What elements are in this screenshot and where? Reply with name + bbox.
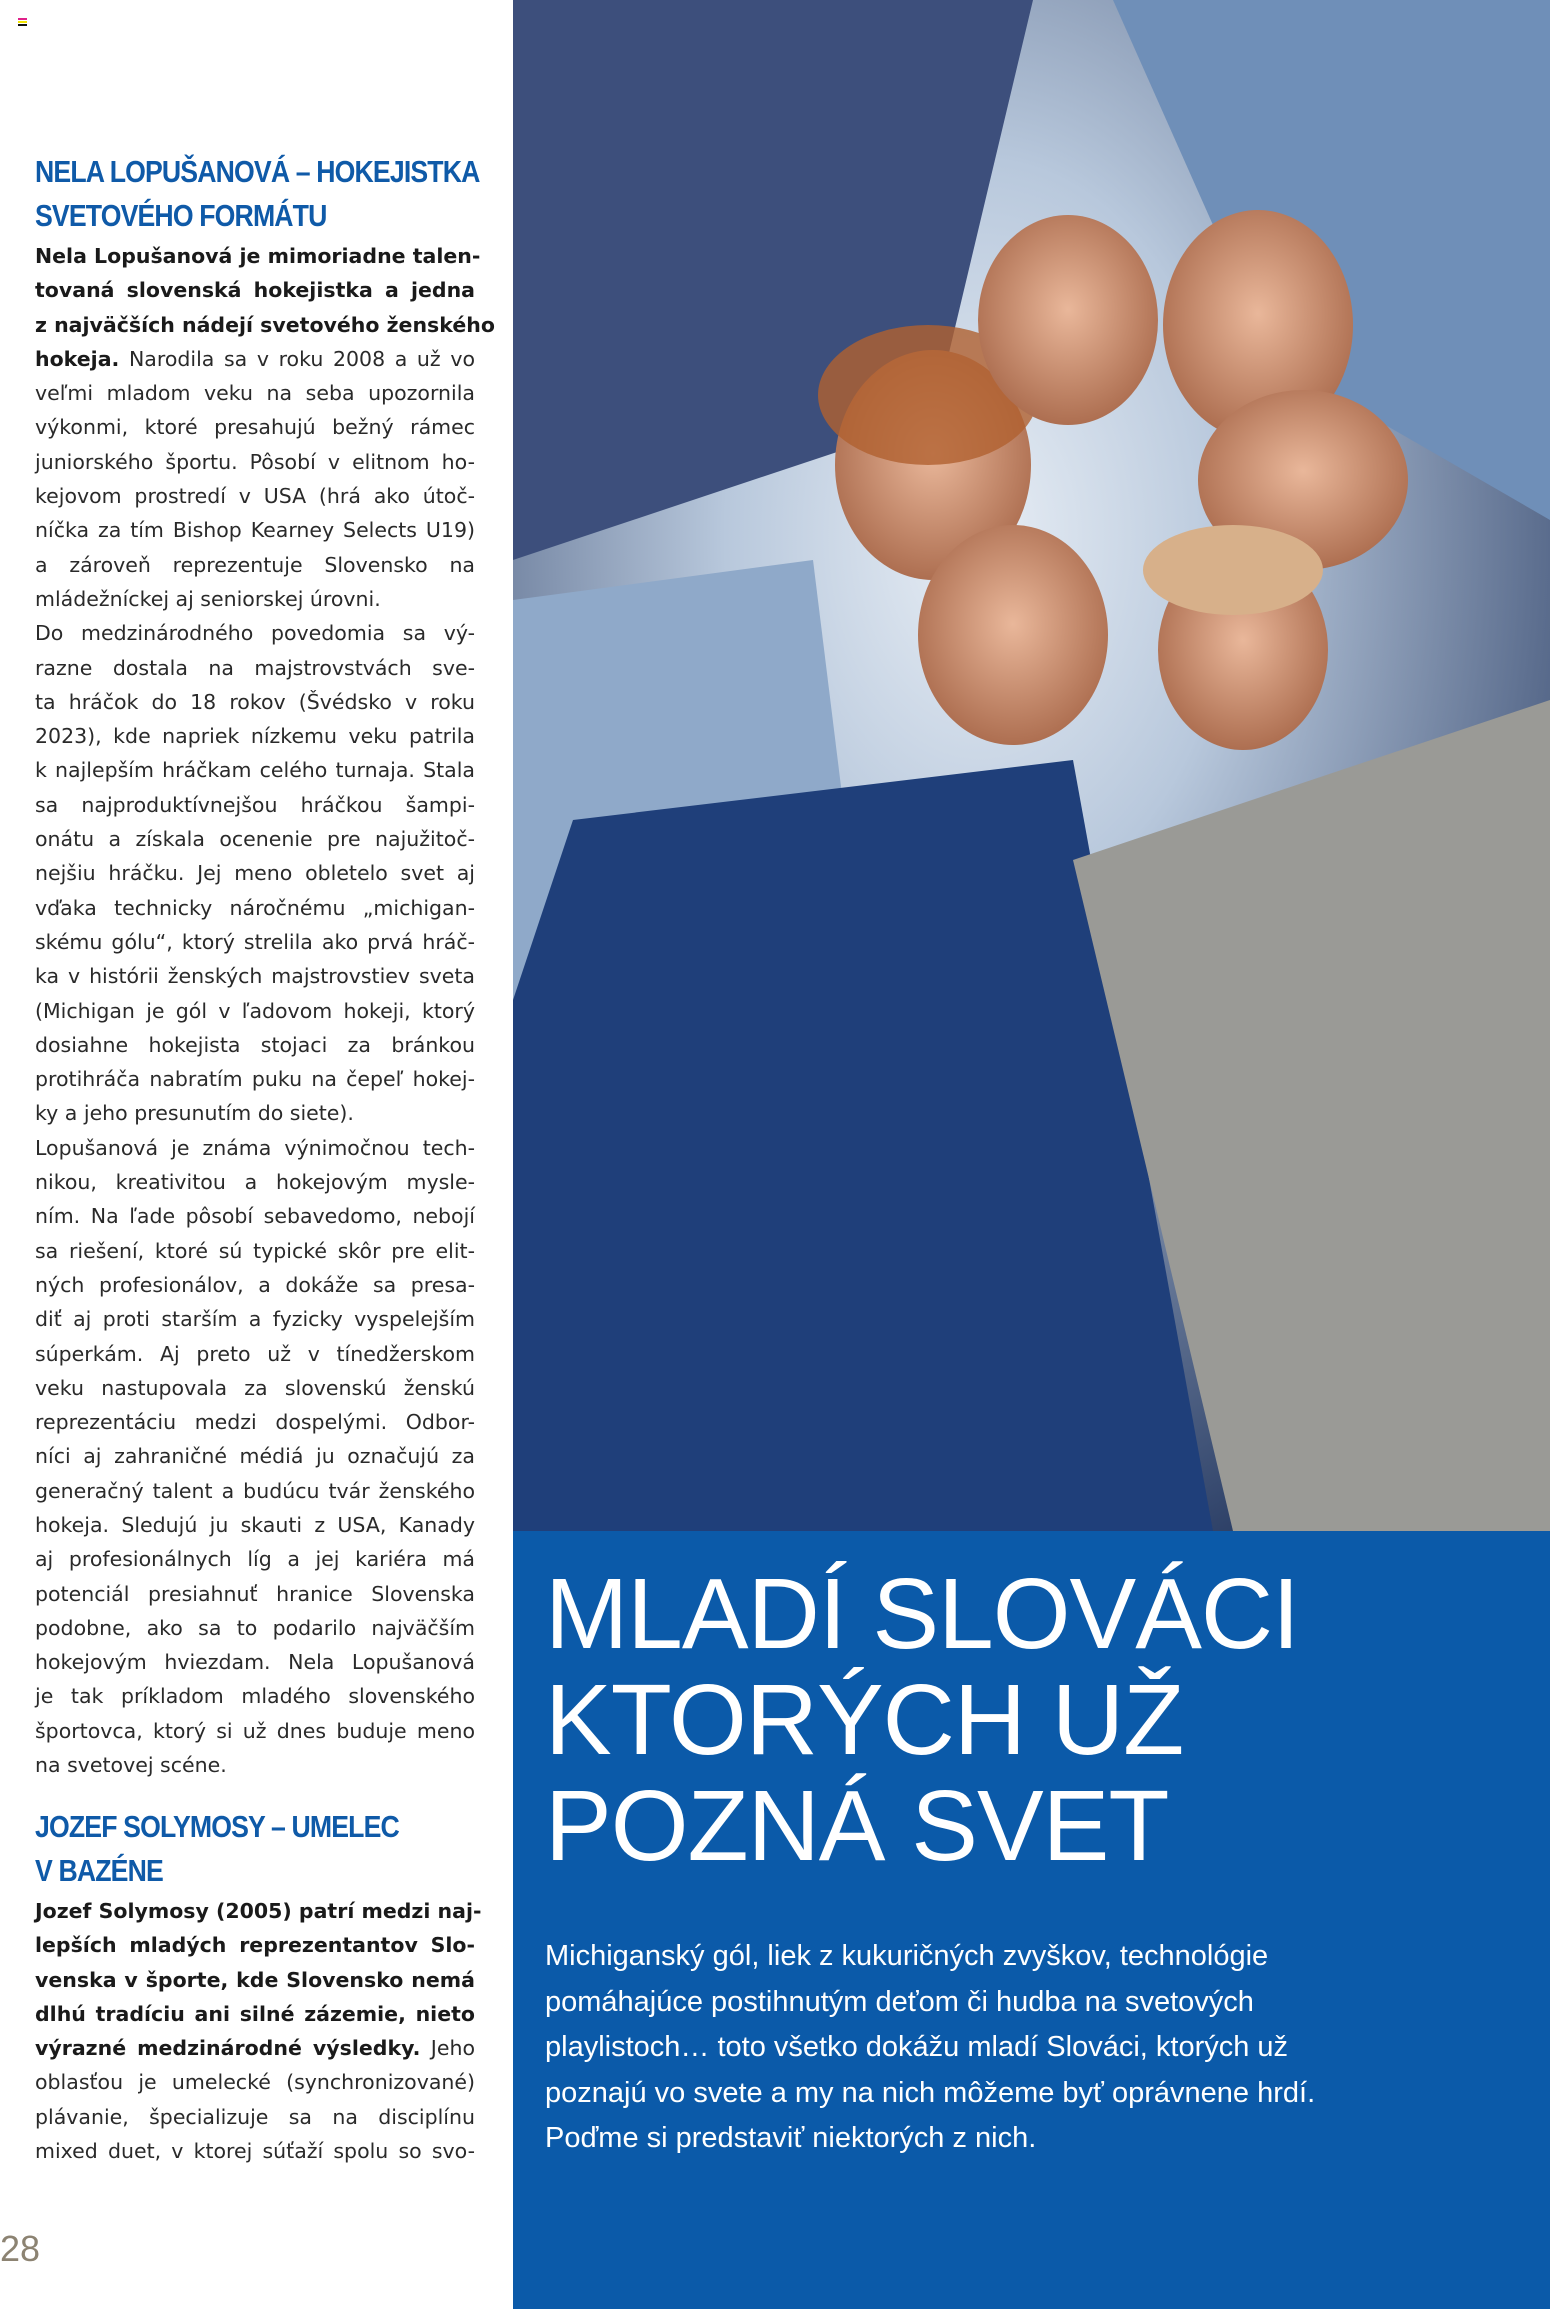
text-line — [35, 1268, 475, 1302]
text-line — [35, 1679, 475, 1713]
body-text: veľmi mladom veku na seba upozornila — [35, 381, 475, 406]
body-text: kejovom prostredí v USA (hrá ako útoč- — [35, 484, 475, 509]
text-line — [35, 925, 475, 959]
body-text: ky a jeho presunutím do siete). — [35, 1101, 354, 1126]
text-line — [35, 1439, 475, 1473]
body-text: športovca, ktorý si už dnes buduje meno — [35, 1718, 475, 1743]
heading-line: V BAZÉNE — [35, 1853, 163, 1888]
text-line — [35, 1302, 475, 1336]
heading-line: JOZEF SOLYMOSY – UMELEC — [35, 1809, 399, 1844]
body-text: mixed duet, v ktorej súťaží spolu so svo- — [35, 2139, 475, 2164]
bold-lead-text: dlhú tradíciu ani silné zázemie, nieto — [35, 2001, 475, 2026]
text-line — [35, 479, 475, 513]
text-line — [35, 1028, 475, 1062]
title-line: POZNÁ SVET — [545, 1770, 1169, 1882]
body-text: aj profesionálnych líg a jej kariéra má — [35, 1547, 475, 1572]
group-photo — [513, 0, 1550, 1531]
bold-lead-text: hokeja. — [35, 346, 120, 371]
text-line — [35, 856, 475, 890]
body-text: na svetovej scéne. — [35, 1753, 227, 1778]
title-line: MLADÍ SLOVÁCI — [545, 1558, 1299, 1670]
feature-intro — [545, 1934, 1445, 2162]
bold-lead-text: lepších mladých reprezentantov Slo- — [35, 1933, 475, 1958]
body-text: níčka za tím Bishop Kearney Selects U19) — [35, 518, 475, 543]
body-text: podobne, ako sa to podarilo najväčším — [35, 1615, 475, 1640]
body-text: oblasťou je umelecké (synchronizované) — [35, 2070, 475, 2095]
body-text: hokejovým hviezdam. Nela Lopušanová — [35, 1650, 475, 1675]
body-text: ných profesionálov, a dokáže sa presa- — [35, 1272, 475, 1297]
text-line — [35, 2031, 475, 2065]
body-text: ním. Na ľade pôsobí sebavedomo, nebojí — [35, 1204, 475, 1229]
text-line — [35, 651, 475, 685]
text-line — [35, 1714, 475, 1748]
body-text: sa riešení, ktoré sú typické skôr pre elit- — [35, 1238, 475, 1263]
text-line — [35, 410, 475, 444]
text-line — [35, 616, 475, 650]
print-color-marker — [18, 18, 27, 26]
body-text: dosiahne hokejista stojaci za bránkou — [35, 1032, 475, 1057]
bold-lead-text: Nela Lopušanová je mimoriadne talen- — [35, 244, 481, 268]
intro-line: Michiganský gól, liek z kukuričných zvyškov, technológie — [545, 1940, 1269, 1972]
text-line — [35, 959, 475, 993]
heading-line: SVETOVÉHO FORMÁTU — [35, 198, 327, 233]
body-text: Do medzinárodného povedomia sa vý- — [35, 621, 475, 646]
text-line — [35, 1542, 475, 1576]
bold-lead-text: tovaná slovenská hokejistka a jedna — [35, 278, 475, 303]
text-line — [35, 1096, 475, 1130]
text-line — [35, 1894, 482, 1928]
text-line — [35, 1611, 475, 1645]
text-line — [35, 308, 495, 342]
text-line — [35, 1165, 475, 1199]
text-line — [35, 513, 475, 547]
body-text: plávanie, špecializuje sa na disciplínu — [35, 2104, 475, 2129]
intro-line: playlistoch… toto všetko dokážu mladí Slováci, ktorých už — [545, 2031, 1289, 2063]
text-line — [35, 1234, 475, 1268]
body-text: diť aj proti starším a fyzicky vyspelejším — [35, 1307, 475, 1332]
text-line — [35, 342, 475, 376]
body-text: Jeho — [420, 2036, 475, 2061]
intro-line: pomáhajúce postihnutým deťom či hudba na svetových — [545, 1985, 1254, 2018]
intro-line: Poďme si predstaviť niektorých z nich. — [545, 2122, 1037, 2154]
text-line — [35, 1062, 475, 1096]
feature-panel — [513, 1531, 1550, 2309]
text-line — [35, 2134, 475, 2168]
body-text: ka v histórii ženských majstrovstiev sveta — [35, 964, 475, 989]
body-text: a zároveň reprezentuje Slovensko na — [35, 552, 475, 577]
bold-lead-text: Jozef Solymosy (2005) patrí medzi naj- — [35, 1899, 482, 1923]
body-text: juniorského športu. Pôsobí v elitnom ho- — [35, 449, 475, 474]
text-line — [35, 1337, 475, 1371]
intro-line: poznajú vo svete a my na nich môžeme byť oprávnene hrdí. — [545, 2076, 1316, 2109]
text-line — [35, 1371, 475, 1405]
body-text: onátu a získala ocenenie pre najužitoč- — [35, 827, 475, 852]
body-text: výkonmi, ktoré presahujú bežný rámec — [35, 415, 475, 440]
title-line: KTORÝCH UŽ — [545, 1664, 1184, 1776]
text-line — [35, 1131, 475, 1165]
text-line — [35, 2065, 475, 2099]
body-text: Narodila sa v roku 2008 a už vo — [119, 346, 475, 371]
body-text: (Michigan je gól v ľadovom hokeji, ktorý — [35, 998, 475, 1023]
text-line — [35, 994, 475, 1028]
text-line — [35, 1645, 475, 1679]
text-line — [35, 2100, 475, 2134]
body-text: je tak príkladom mladého slovenského — [35, 1684, 475, 1709]
page-number: 28 — [0, 2228, 41, 2269]
body-text: nejšiu hráčku. Jej meno obletelo svet aj — [35, 861, 475, 886]
body-text: nikou, kreativitou a hokejovým mysle- — [35, 1170, 475, 1195]
body-text: skému gólu“, ktorý strelila ako prvá hráč- — [35, 929, 475, 954]
text-line — [35, 1963, 475, 1997]
body-text: súperkám. Aj preto už v tínedžerskom — [35, 1341, 475, 1366]
text-line — [35, 788, 475, 822]
text-line — [35, 719, 475, 753]
heading-line: NELA LOPUŠANOVÁ – HOKEJISTKA — [35, 154, 480, 189]
body-text: níci aj zahraničné médiá ju označujú za — [35, 1444, 475, 1469]
body-text: 2023), kde napriek nízkemu veku patrila — [35, 724, 475, 749]
text-line — [35, 822, 475, 856]
body-text: mládežníckej aj seniorskej úrovni. — [35, 586, 381, 611]
article-body-lopusanova — [35, 239, 495, 1782]
text-line — [35, 1474, 475, 1508]
text-line — [35, 582, 475, 616]
text-line — [35, 1199, 475, 1233]
text-line — [35, 1577, 475, 1611]
text-line — [35, 445, 475, 479]
body-text: sa najproduktívnejšou hráčkou šampi- — [35, 792, 475, 817]
bold-lead-text: z najväčších nádejí svetového ženského — [35, 312, 495, 337]
body-text: protihráča nabratím puku na čepeľ hokej- — [35, 1067, 475, 1092]
feature-title — [545, 1558, 1299, 1882]
text-line — [35, 376, 475, 410]
text-line — [35, 239, 481, 273]
text-line — [35, 1997, 475, 2031]
body-text: generačný talent a budúcu tvár ženského — [35, 1478, 475, 1503]
section-heading-solymosy — [35, 1805, 482, 1893]
text-line — [35, 753, 475, 787]
body-text: potenciál presiahnuť hranice Slovenska — [35, 1581, 475, 1606]
body-text: hokeja. Sledujú ju skauti z USA, Kanady — [35, 1512, 475, 1537]
text-line — [35, 1405, 475, 1439]
body-text: vďaka technicky náročnému „michigan- — [35, 895, 475, 920]
article-body-solymosy — [35, 1894, 482, 2168]
text-line — [35, 1748, 475, 1782]
text-line — [35, 1508, 475, 1542]
text-line — [35, 273, 475, 307]
bold-lead-text: výrazné medzinárodné výsledky. — [35, 2036, 421, 2061]
text-line — [35, 1928, 475, 1962]
body-text: reprezentáciu medzi dospelými. Odbor- — [35, 1410, 475, 1435]
body-text: veku nastupovala za slovenskú ženskú — [35, 1375, 475, 1400]
text-line — [35, 685, 475, 719]
body-text: ta hráčok do 18 rokov (Švédsko v roku — [35, 689, 475, 714]
body-text: razne dostala na majstrovstvách sve- — [35, 655, 475, 680]
text-line — [35, 891, 475, 925]
text-line — [35, 548, 475, 582]
body-text: Lopušanová je známa výnimočnou tech- — [35, 1135, 475, 1160]
section-heading-lopusanova — [35, 150, 482, 238]
bold-lead-text: venska v športe, kde Slovensko nemá — [35, 1967, 475, 1992]
body-text: k najlepším hráčkam celého turnaja. Stala — [35, 758, 475, 783]
